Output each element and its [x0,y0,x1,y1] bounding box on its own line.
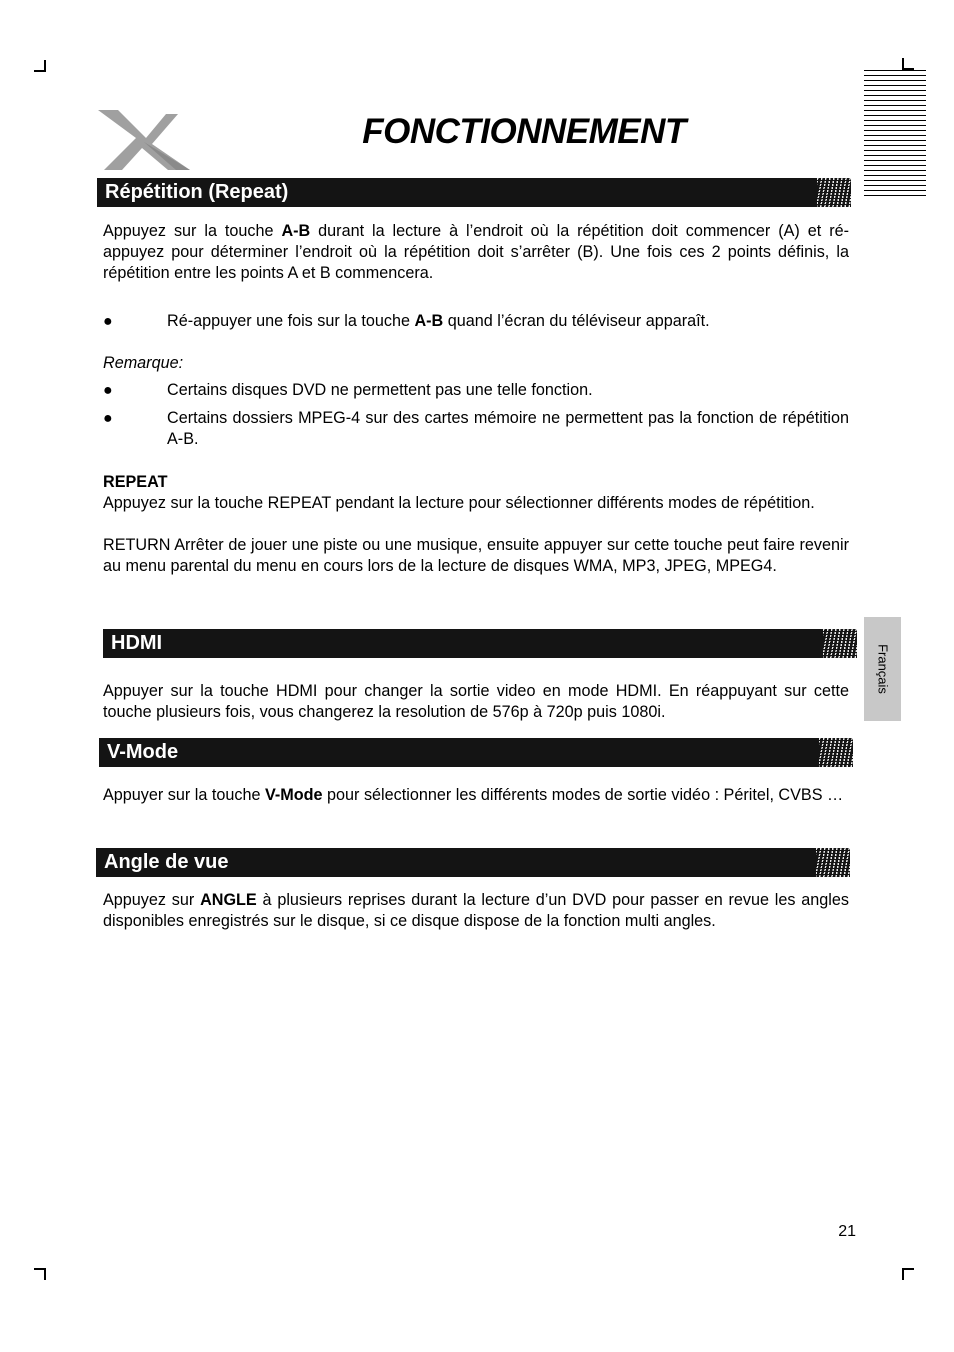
remark-item: Certains dossiers MPEG-4 sur des cartes mémoire ne permettent pas la fonction de répétition A-B. [167,409,849,448]
crop-mark-top-left [34,60,46,72]
section-header-repeat [97,178,851,207]
text-run: quand l’écran du téléviseur apparaît. [443,312,710,330]
remark-label: Remarque: [103,354,184,372]
crop-mark-bottom-right [902,1268,914,1280]
bullet-icon: ● [103,313,113,330]
text-run: durant la lecture à l’endroit où la répétition doit commencer (A) et ré-appuyez pour déterminer l’endroit où la répétition doit s’arrêter (B). Une fois ces 2 points définis, la répétition entre les points A et B commencera. [103,222,849,282]
crop-mark-top-right [902,58,914,70]
key-name: V-Mode [264,786,323,804]
repeat-text: Appuyez sur la touche REPEAT pendant la lecture pour sélectionner différents modes de répétition. [103,494,815,512]
text-run: Ré-appuyer une fois sur la touche [167,312,415,330]
hatch-overlay [823,629,857,658]
key-name: A-B [281,222,311,240]
hatch-overlay [816,848,850,877]
section-header-hdmi [103,629,857,658]
text-run: Appuyez sur la touche [103,222,282,240]
page-title: FONCTIONNEMENT [362,112,686,151]
bullet-icon: ● [103,382,113,399]
hatch-overlay [819,738,853,767]
vmode-text [103,785,849,806]
key-name: ANGLE [200,891,257,909]
section-heading: HDMI [111,632,163,654]
remark-item: Certains disques DVD ne permettent pas une telle fonction. [167,381,593,399]
hdmi-text: Appuyer sur la touche HDMI pour changer la sortie video en mode HDMI. En réappuyant sur cette touche plusieurs fois, vous changerez la resolution de 576p à 720p puis 1080i. [103,682,849,721]
bullet-icon: ● [103,410,113,427]
page-number: 21 [838,1223,856,1240]
angle-text [103,890,849,932]
crop-mark-bottom-left [34,1268,46,1280]
text-run: Appuyez sur [103,891,201,909]
section-heading: Répétition (Repeat) [105,181,289,203]
text-run: à plusieurs reprises durant la lecture d’un DVD pour passer en revue les angles disponibles enregistrés sur le disque, si ce disque dispose de la fonction multi angles. [103,891,849,930]
language-label: Français [875,644,890,694]
section-header-angle [96,848,850,877]
section-heading: Angle de vue [104,851,229,873]
bullet-item [167,311,849,332]
repeat-intro [103,221,849,284]
text-run: Appuyer sur la touche [103,786,265,804]
return-text: RETURN Arrêter de jouer une piste ou une musique, ensuite appuyer sur cette touche peut faire revenir au menu parental du menu en cours lors de la lecture de disques WMA, MP3, JPEG, MPEG4. [103,536,849,575]
text-run: pour sélectionner les différents modes de sortie vidéo : Péritel, CVBS … [322,786,844,804]
language-tab [864,617,901,721]
key-name: A-B [414,312,444,330]
section-heading: V-Mode [107,741,179,763]
section-header-vmode [99,738,853,767]
repeat-subheading: REPEAT [103,473,168,491]
hatch-overlay [817,178,851,207]
